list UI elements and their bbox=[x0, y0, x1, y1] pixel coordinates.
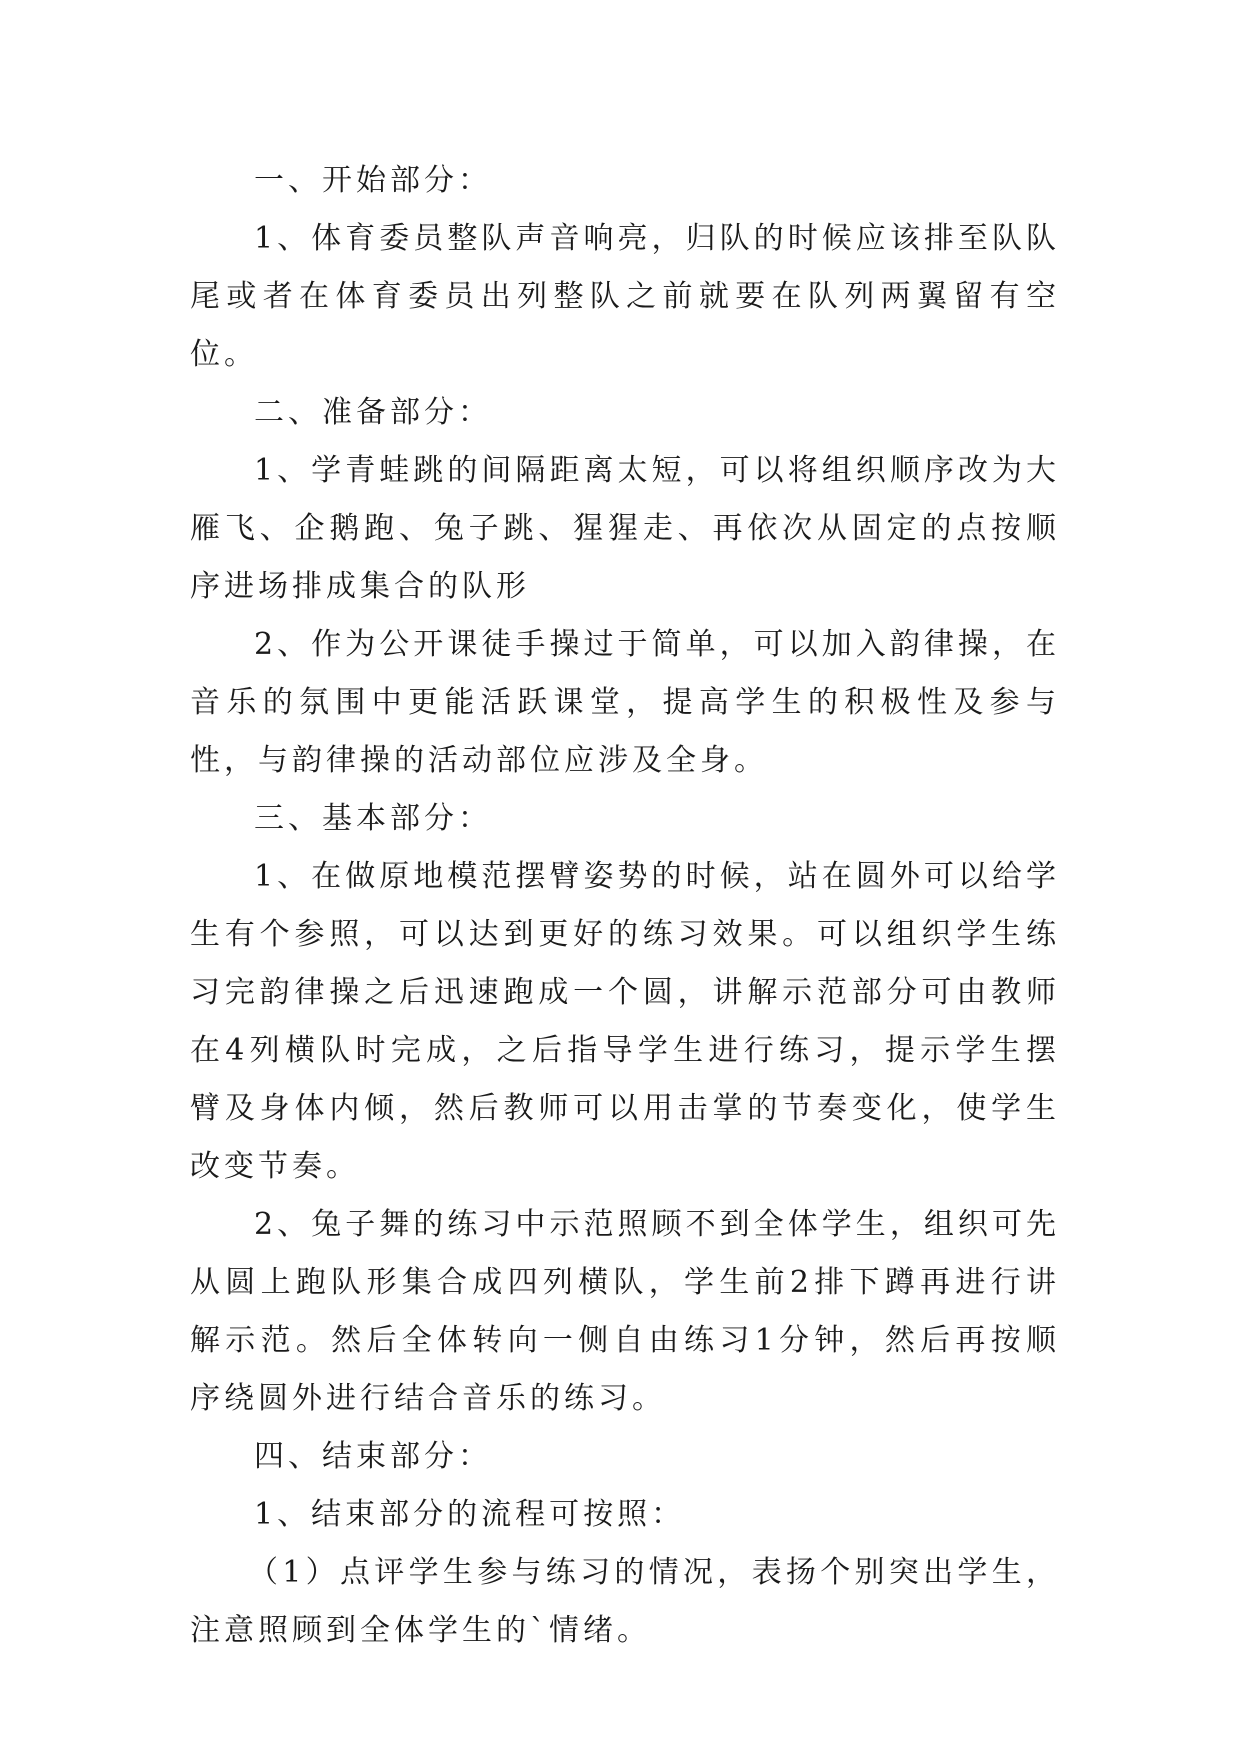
paragraph-prep-2: 2、作为公开课徒手操过于简单，可以加入韵律操，在音乐的氛围中更能活跃课堂，提高学生的积极性及参与性，与韵律操的活动部位应涉及全身。 bbox=[190, 627, 1060, 778]
section-heading-basic: 三、基本部分： bbox=[254, 801, 492, 836]
paragraph-start-1: 1、体育委员整队声音响亮，归队的时候应该排至队队尾或者在体育委员出列整队之前就要在队列两翼留有空位。 bbox=[190, 221, 1060, 372]
section-heading-start: 一、开始部分： bbox=[254, 163, 492, 198]
paragraph-end-1-item-1: （1）点评学生参与练习的情况，表扬个别突出学生，注意照顾到全体学生的`情绪。 bbox=[190, 1555, 1060, 1648]
paragraph-prep-1: 1、学青蛙跳的间隔距离太短，可以将组织顺序改为大雁飞、企鹅跑、兔子跳、猩猩走、再依次从固定的点按顺序进场排成集合的队形 bbox=[190, 453, 1060, 604]
document-body bbox=[190, 152, 1060, 1660]
paragraph-basic-1: 1、在做原地模范摆臂姿势的时候，站在圆外可以给学生有个参照，可以达到更好的练习效果。可以组织学生练习完韵律操之后迅速跑成一个圆，讲解示范部分可由教师在4列横队时完成，之后指导学生进行练习，提示学生摆臂及身体内倾，然后教师可以用击掌的节奏变化，使学生改变节奏。 bbox=[190, 859, 1060, 1184]
section-heading-end: 四、结束部分： bbox=[254, 1439, 492, 1474]
paragraph-end-1: 1、结束部分的流程可按照： bbox=[254, 1497, 686, 1532]
paragraph-basic-2: 2、兔子舞的练习中示范照顾不到全体学生，组织可先从圆上跑队形集合成四列横队，学生前2排下蹲再进行讲解示范。然后全体转向一侧自由练习1分钟，然后再按顺序绕圆外进行结合音乐的练习。 bbox=[190, 1207, 1060, 1416]
section-heading-prep: 二、准备部分： bbox=[254, 395, 492, 430]
